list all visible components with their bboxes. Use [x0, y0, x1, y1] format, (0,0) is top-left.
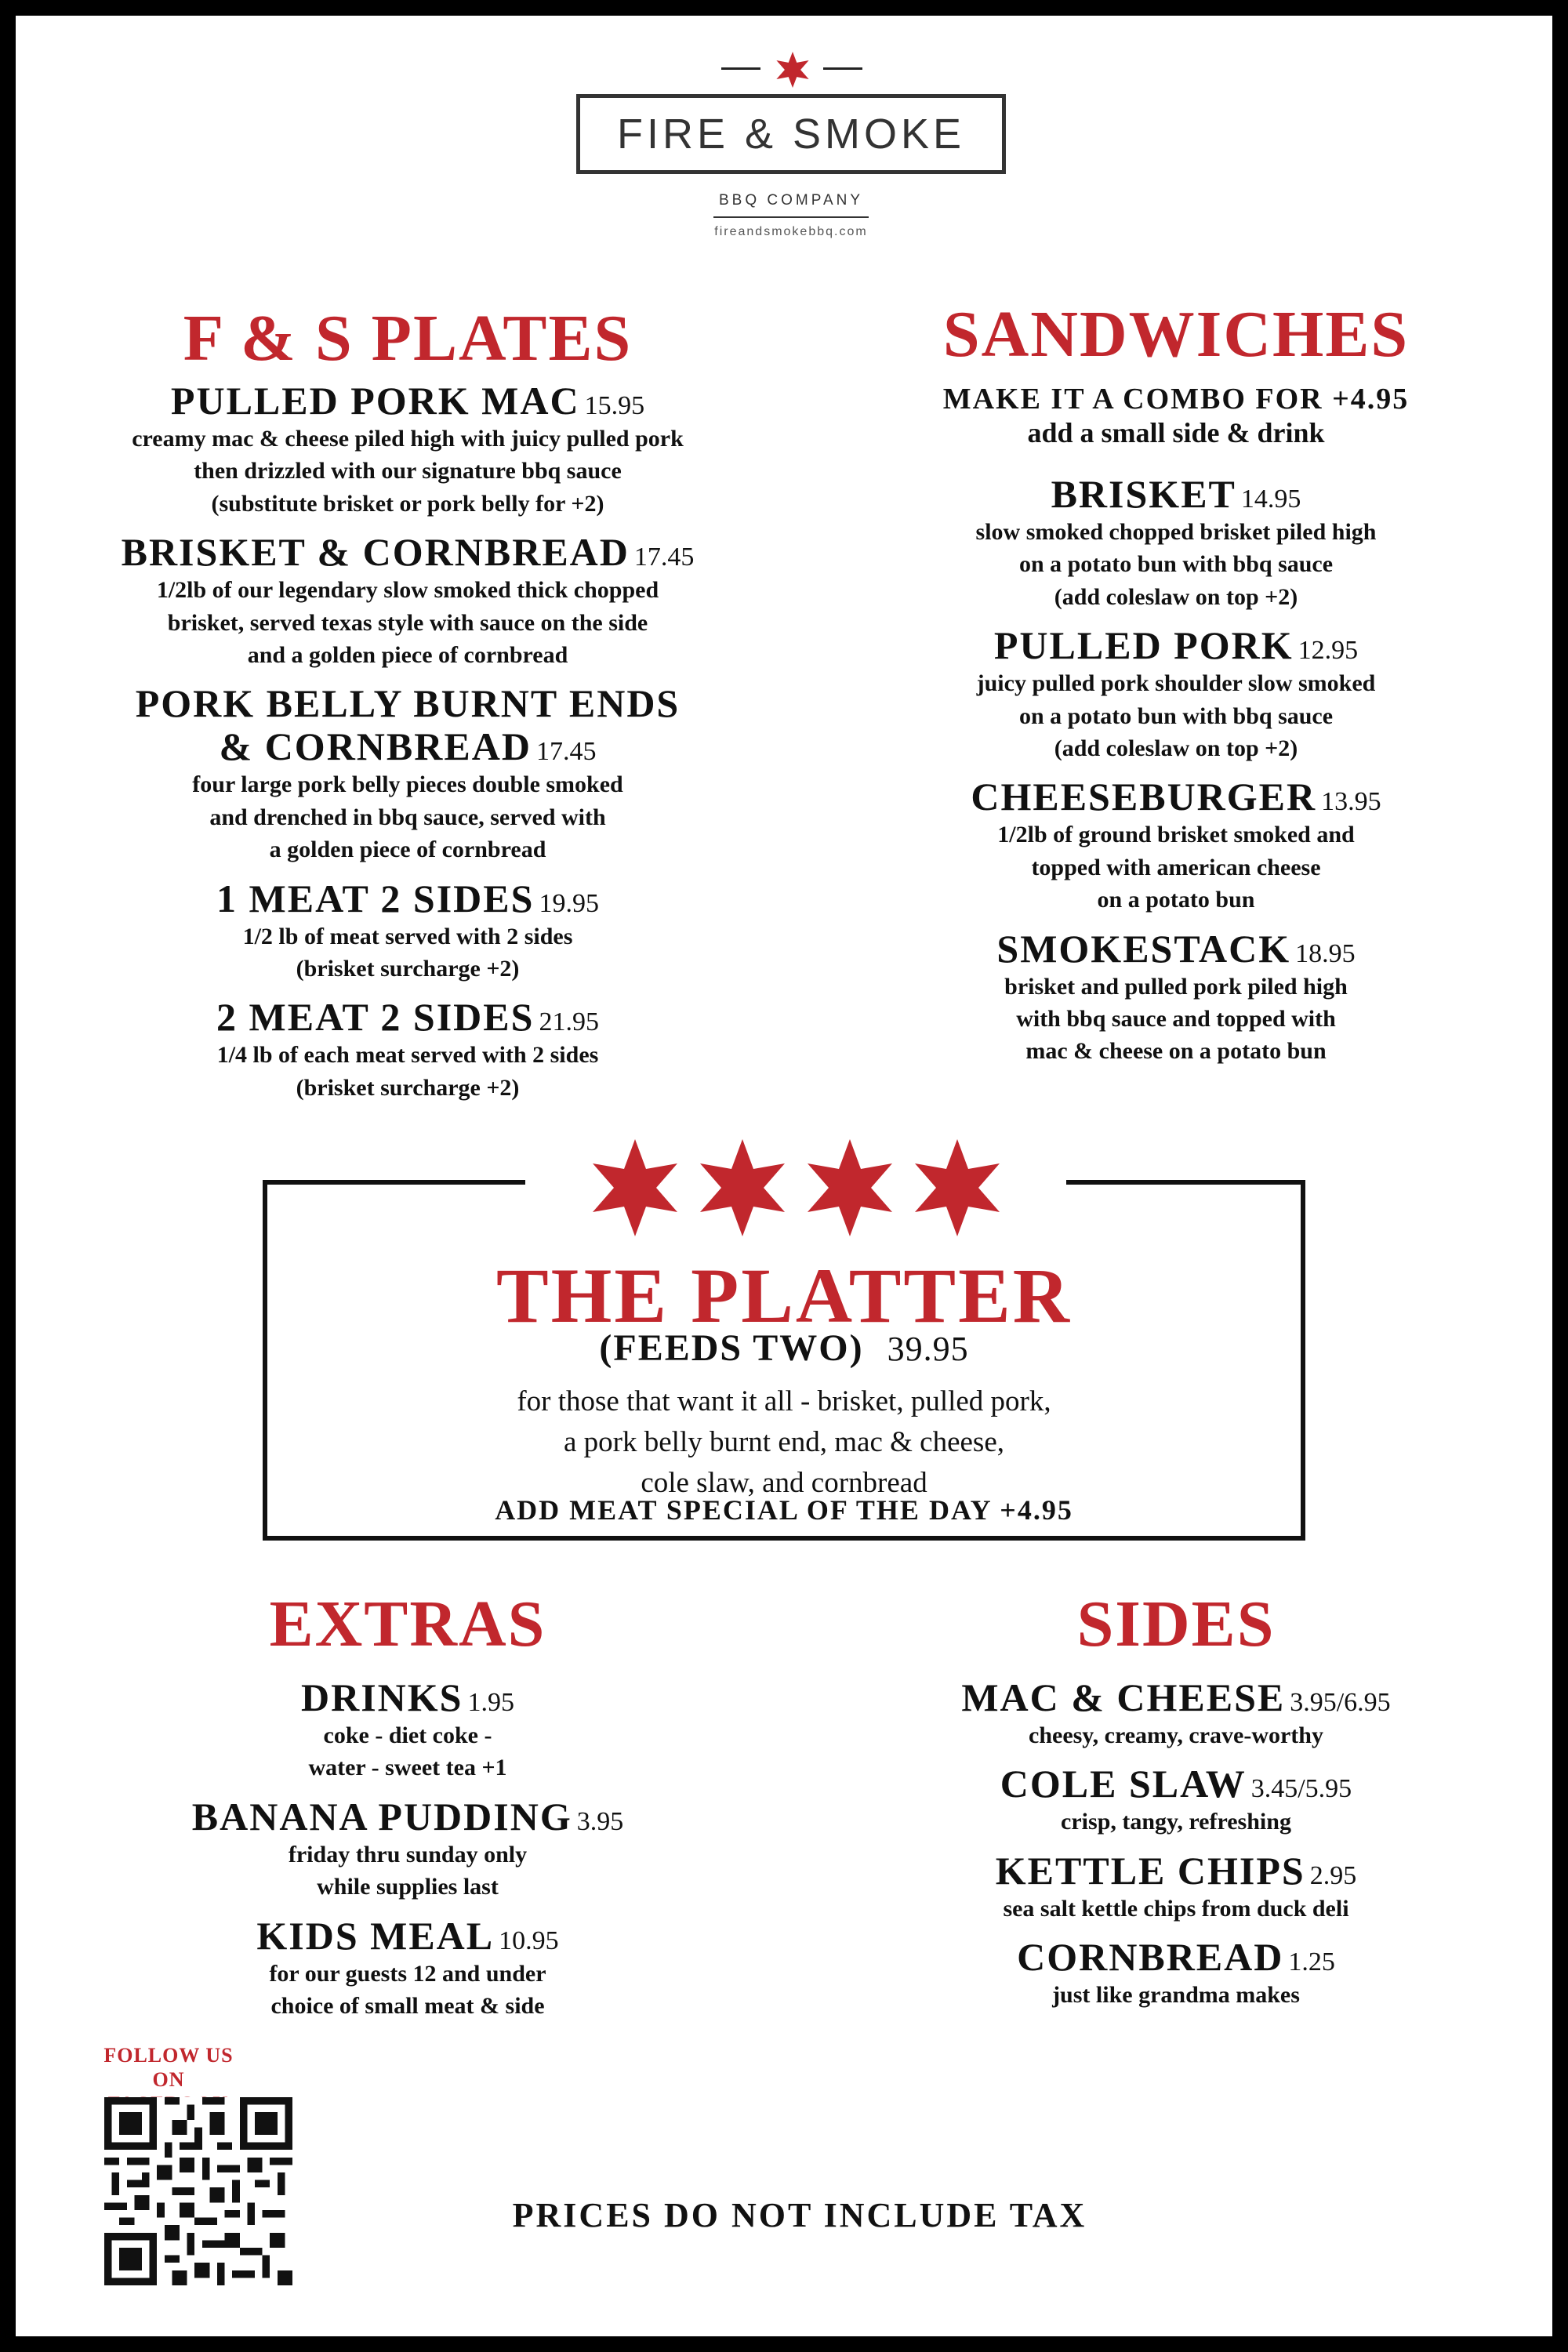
item-name: SMOKESTACK [996, 926, 1291, 971]
item-name: BRISKET [1051, 472, 1236, 516]
platter-desc-line: for those that want it all - brisket, pulled pork, [517, 1385, 1051, 1417]
item-price: 1.95 [467, 1688, 514, 1717]
menu-item [800, 1676, 1552, 1751]
item-desc: four large pork belly pieces double smoked [192, 771, 623, 798]
tax-notice: PRICES DO NOT INCLUDE TAX [512, 2196, 1087, 2234]
menu-item [31, 531, 784, 671]
sandwiches-section [800, 298, 1552, 1079]
extras-section [31, 1588, 784, 2033]
menu-item [800, 775, 1552, 916]
item-price: 13.95 [1321, 787, 1381, 817]
item-desc: 1/4 lb of each meat served with 2 sides [216, 1042, 599, 1069]
tagline-underline [713, 216, 869, 218]
item-price: 15.95 [584, 391, 645, 420]
platter-subtitle [263, 1327, 1305, 1370]
item-price: 12.95 [1298, 636, 1359, 666]
item-price: 3.95/6.95 [1290, 1688, 1391, 1717]
item-name: DRINKS [301, 1675, 463, 1719]
menu-item [31, 682, 784, 866]
follow-line: ON [152, 2068, 185, 2092]
item-name: PULLED PORK [993, 623, 1294, 668]
item-name: PULLED PORK MAC [170, 379, 580, 423]
item-name: 1 MEAT 2 SIDES [216, 876, 535, 920]
menu-item [31, 877, 784, 985]
item-name: KETTLE CHIPS [995, 1848, 1305, 1893]
menu-item [800, 1936, 1552, 2011]
combo-offer: MAKE IT A COMBO FOR +4.95 [942, 383, 1410, 416]
menu-item [31, 1915, 784, 2023]
item-desc: on a potato bun with bbq sauce [1018, 702, 1334, 729]
logo-star-icon [774, 51, 811, 89]
four-stars-icon [584, 1137, 1007, 1239]
item-desc: on a potato bun with bbq sauce [1018, 551, 1334, 578]
item-name: CHEESEBURGER [971, 775, 1317, 819]
menu-item [31, 379, 784, 520]
item-name: CORNBREAD [1017, 1935, 1284, 1980]
item-desc: a golden piece of cornbread [269, 837, 546, 863]
sides-section [800, 1588, 1552, 2023]
item-name: PORK BELLY BURNT ENDS [135, 681, 681, 726]
item-price: 1.25 [1288, 1947, 1335, 1977]
item-desc: 1/2lb of our legendary slow smoked thick chopped [156, 577, 659, 604]
item-desc: cheesy, creamy, crave-worthy [1029, 1722, 1323, 1748]
item-desc: (add coleslaw on top +2) [1054, 735, 1298, 761]
item-desc: creamy mac & cheese piled high with juicy pulled pork [132, 426, 684, 452]
platter-desc-line: a pork belly burnt end, mac & cheese, [564, 1425, 1004, 1458]
item-desc: brisket, served texas style with sauce on the side [167, 609, 648, 636]
item-desc: coke - diet coke - [323, 1722, 492, 1748]
item-desc: and drenched in bbq sauce, served with [209, 804, 606, 830]
item-desc: with bbq sauce and topped with [1016, 1005, 1336, 1032]
item-name: MAC & CHEESE [961, 1675, 1286, 1719]
item-desc: brisket and pulled pork piled high [1004, 973, 1348, 1000]
logo-rule-right [823, 67, 862, 70]
platter-desc-line: cole slaw, and cornbread [641, 1466, 927, 1499]
item-desc: just like grandma makes [1052, 1982, 1300, 2009]
menu-item [31, 1676, 784, 1784]
item-desc: water - sweet tea +1 [308, 1755, 507, 1781]
item-price: 3.45/5.95 [1250, 1774, 1352, 1804]
menu-item [31, 996, 784, 1104]
item-name: KIDS MEAL [256, 1913, 495, 1958]
item-desc: juicy pulled pork shoulder slow smoked [976, 670, 1376, 697]
item-name-line2: & CORNBREAD [219, 724, 532, 769]
platter-add-meat: ADD MEAT SPECIAL OF THE DAY +4.95 [495, 1494, 1073, 1526]
item-desc: for our guests 12 and under [269, 1960, 546, 1987]
item-price: 21.95 [539, 1007, 599, 1037]
menu-item [800, 927, 1552, 1068]
follow-line: FOLLOW US [103, 2044, 234, 2067]
platter-feeds: (FEEDS TWO) [599, 1327, 864, 1369]
plates-section [31, 302, 784, 1115]
item-desc: and a golden piece of cornbread [247, 641, 568, 668]
item-price: 19.95 [539, 888, 599, 918]
menu-item [800, 624, 1552, 764]
platter-title: THE PLATTER [495, 1252, 1073, 1339]
brand-tagline: BBQ COMPANY [718, 192, 864, 209]
menu-item [800, 473, 1552, 613]
combo-detail: add a small side & drink [1027, 417, 1325, 448]
brand-website: fireandsmokebbq.com [714, 225, 868, 238]
item-price: 3.95 [576, 1806, 624, 1836]
menu-item [800, 1762, 1552, 1838]
plates-heading: F & S PLATES [183, 302, 633, 375]
extras-heading: EXTRAS [269, 1588, 546, 1661]
item-desc: sea salt kettle chips from duck deli [1003, 1895, 1349, 1922]
sandwiches-heading: SANDWICHES [942, 298, 1410, 371]
item-price: 18.95 [1295, 938, 1356, 968]
item-desc: (substitute brisket or pork belly for +2) [211, 490, 604, 517]
item-desc: mac & cheese on a potato bun [1025, 1038, 1327, 1065]
item-price: 2.95 [1309, 1860, 1357, 1890]
item-name: COLE SLAW [1000, 1762, 1247, 1806]
item-name: BRISKET & CORNBREAD [121, 530, 630, 575]
logo-rule-left [721, 67, 760, 70]
item-price: 17.45 [633, 543, 695, 572]
item-desc: (brisket surcharge +2) [296, 1074, 520, 1101]
item-price: 17.45 [535, 737, 597, 767]
brand-logo [576, 51, 1015, 259]
facebook-qr-code[interactable] [104, 2097, 292, 2285]
item-price: 10.95 [499, 1926, 559, 1955]
item-desc: slow smoked chopped brisket piled high [975, 519, 1377, 545]
item-desc: while supplies last [317, 1874, 499, 1900]
platter-price: 39.95 [887, 1330, 969, 1368]
menu-item [800, 1849, 1552, 1925]
item-desc: 1/2 lb of meat served with 2 sides [242, 923, 573, 949]
item-desc: choice of small meat & side [270, 1992, 545, 2019]
item-desc: topped with american cheese [1031, 854, 1321, 880]
item-desc: (add coleslaw on top +2) [1054, 583, 1298, 610]
item-name: 2 MEAT 2 SIDES [216, 995, 535, 1040]
item-price: 14.95 [1240, 485, 1301, 514]
item-desc: then drizzled with our signature bbq sauce [194, 458, 622, 485]
item-desc: (brisket surcharge +2) [296, 955, 520, 982]
item-name: BANANA PUDDING [191, 1794, 572, 1838]
item-desc: crisp, tangy, refreshing [1061, 1809, 1291, 1835]
brand-name: FIRE & SMOKE [576, 94, 1006, 174]
platter-description [263, 1381, 1305, 1503]
item-desc: friday thru sunday only [288, 1841, 528, 1867]
menu-item [31, 1795, 784, 1904]
sides-heading: SIDES [1076, 1588, 1276, 1661]
item-desc: 1/2lb of ground brisket smoked and [997, 822, 1355, 848]
menu-page [16, 16, 1552, 2336]
item-desc: on a potato bun [1097, 887, 1255, 913]
